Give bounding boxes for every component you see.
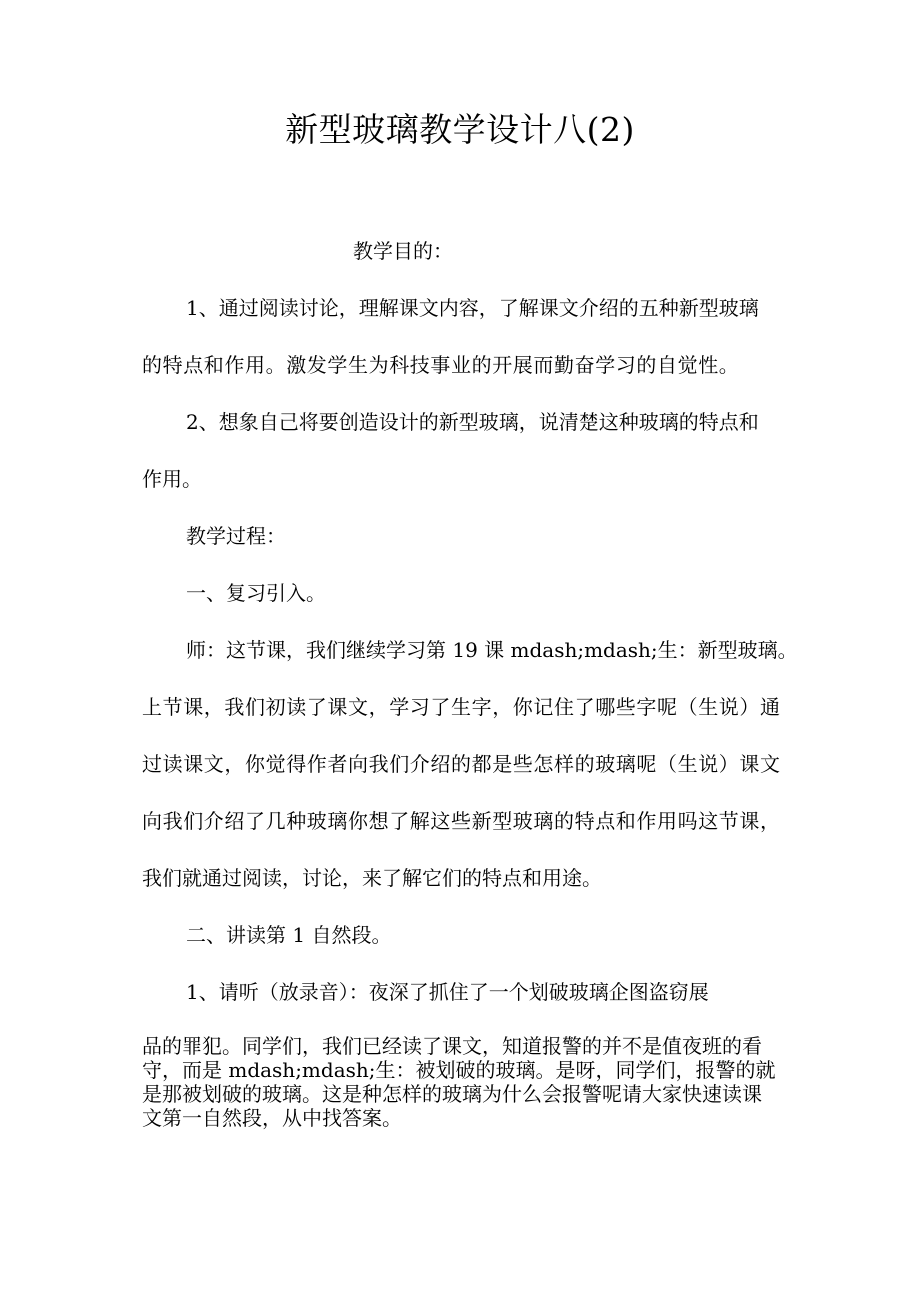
step-2-heading: 二、讲读第 1 自然段。 (186, 923, 392, 947)
paragraph-line: 守，而是 mdash;mdash;生：被划破的玻璃。是呀，同学们，报警的就 (142, 1058, 776, 1082)
paragraph-line: 向我们介绍了几种玻璃你想了解这些新型玻璃的特点和作用吗这节课， (142, 809, 781, 833)
tight-paragraph (142, 1034, 792, 1130)
section-heading-objectives: 教学目的： (353, 239, 453, 263)
section-heading-process: 教学过程： (186, 524, 286, 548)
paragraph-line: 品的罪犯。同学们，我们已经读了课文，知道报警的并不是值夜班的看 (142, 1034, 762, 1058)
objective-1-line-2: 的特点和作用。激发学生为科技事业的开展而勤奋学习的自觉性。 (142, 353, 740, 377)
paragraph-line: 师：这节课，我们继续学习第 19 课 mdash;mdash;生：新型玻璃。 (186, 638, 798, 662)
paragraph-line: 是那被划破的玻璃。这是种怎样的玻璃为什么会报警呢请大家快速读课 (142, 1082, 762, 1106)
objective-1-line-1: 1、通过阅读讨论，理解课文内容，了解课文介绍的五种新型玻璃 (186, 296, 759, 320)
paragraph-line: 上节课，我们初读了课文，学习了生字，你记住了哪些字呢（生说）通 (142, 695, 781, 719)
document-title: 新型玻璃教学设计八(2) (285, 110, 635, 149)
paragraph-line: 我们就通过阅读，讨论，来了解它们的特点和用途。 (142, 866, 602, 890)
objective-2-line-1: 2、想象自己将要创造设计的新型玻璃，说清楚这种玻璃的特点和 (186, 410, 759, 434)
paragraph-line: 1、请听（放录音）：夜深了抓住了一个划破玻璃企图盗窃展 (186, 980, 709, 1004)
objective-2-line-2: 作用。 (142, 467, 202, 491)
paragraph-line: 过读课文，你觉得作者向我们介绍的都是些怎样的玻璃呢（生说）课文 (142, 752, 781, 776)
step-1-heading: 一、复习引入。 (186, 581, 326, 605)
paragraph-line: 文第一自然段，从中找答案。 (142, 1106, 402, 1130)
